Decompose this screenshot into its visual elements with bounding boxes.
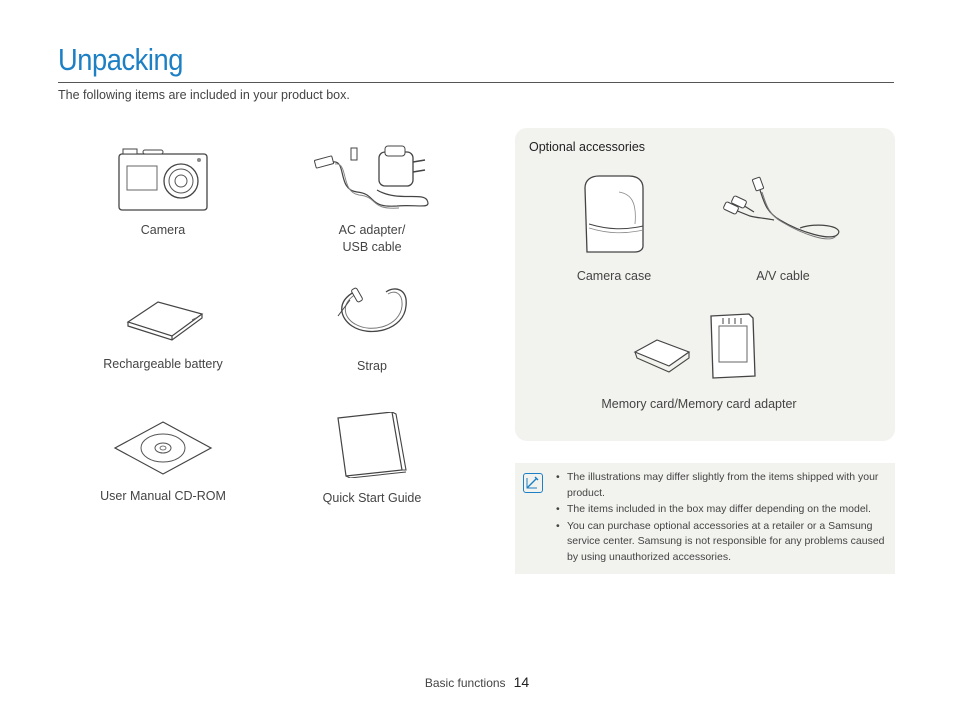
item-camera: [98, 146, 228, 239]
item-label: AC adapter/ USB cable: [338, 223, 406, 254]
item-battery: [98, 292, 228, 373]
camera-case-icon: [579, 172, 649, 256]
page-number: 14: [513, 674, 530, 690]
item-label: A/V cable: [756, 269, 810, 283]
strap-icon: [330, 282, 414, 346]
note-list: [556, 470, 886, 566]
item-av-cable: [720, 172, 846, 285]
title-divider: [58, 82, 894, 83]
quick-start-guide-icon: [332, 412, 412, 478]
item-camera-case: [554, 172, 674, 285]
optional-accessories-title: Optional accessories: [529, 140, 646, 154]
battery-icon: [118, 292, 208, 342]
item-quick-start-guide: [312, 412, 432, 507]
item-label: Camera: [140, 223, 186, 237]
item-label: Memory card/Memory card adapter: [601, 397, 797, 411]
camera-icon: [113, 146, 213, 214]
note-item: • The items included in the box may differ depending on the model.: [556, 502, 886, 518]
page-subtitle: The following items are included in your product box.: [58, 88, 350, 102]
page-footer: [0, 674, 954, 690]
memory-card-icon: [629, 312, 769, 382]
item-label: Rechargeable battery: [103, 357, 223, 371]
page-title: Unpacking: [58, 42, 183, 77]
item-label: Strap: [357, 359, 387, 373]
footer-section: Basic functions: [424, 676, 506, 690]
item-label: User Manual CD-ROM: [100, 489, 226, 503]
item-memory-card: [590, 312, 808, 413]
item-cd-rom: [98, 418, 228, 505]
item-label: Camera case: [576, 269, 652, 283]
cd-rom-icon: [111, 418, 215, 476]
note-item: • You can purchase optional accessories at a retailer or a Samsung service center. Samsung is not responsible for any problems caused by using unauthorized accessories.: [556, 519, 886, 566]
note-icon: [523, 473, 543, 493]
note-item: • The illustrations may differ slightly from the items shipped with your product.: [556, 470, 886, 501]
item-strap: [322, 282, 422, 375]
item-label: Quick Start Guide: [322, 491, 422, 505]
item-ac-adapter: [302, 140, 442, 256]
av-cable-icon: [720, 172, 846, 256]
ac-adapter-usb-cable-icon: [307, 140, 437, 214]
